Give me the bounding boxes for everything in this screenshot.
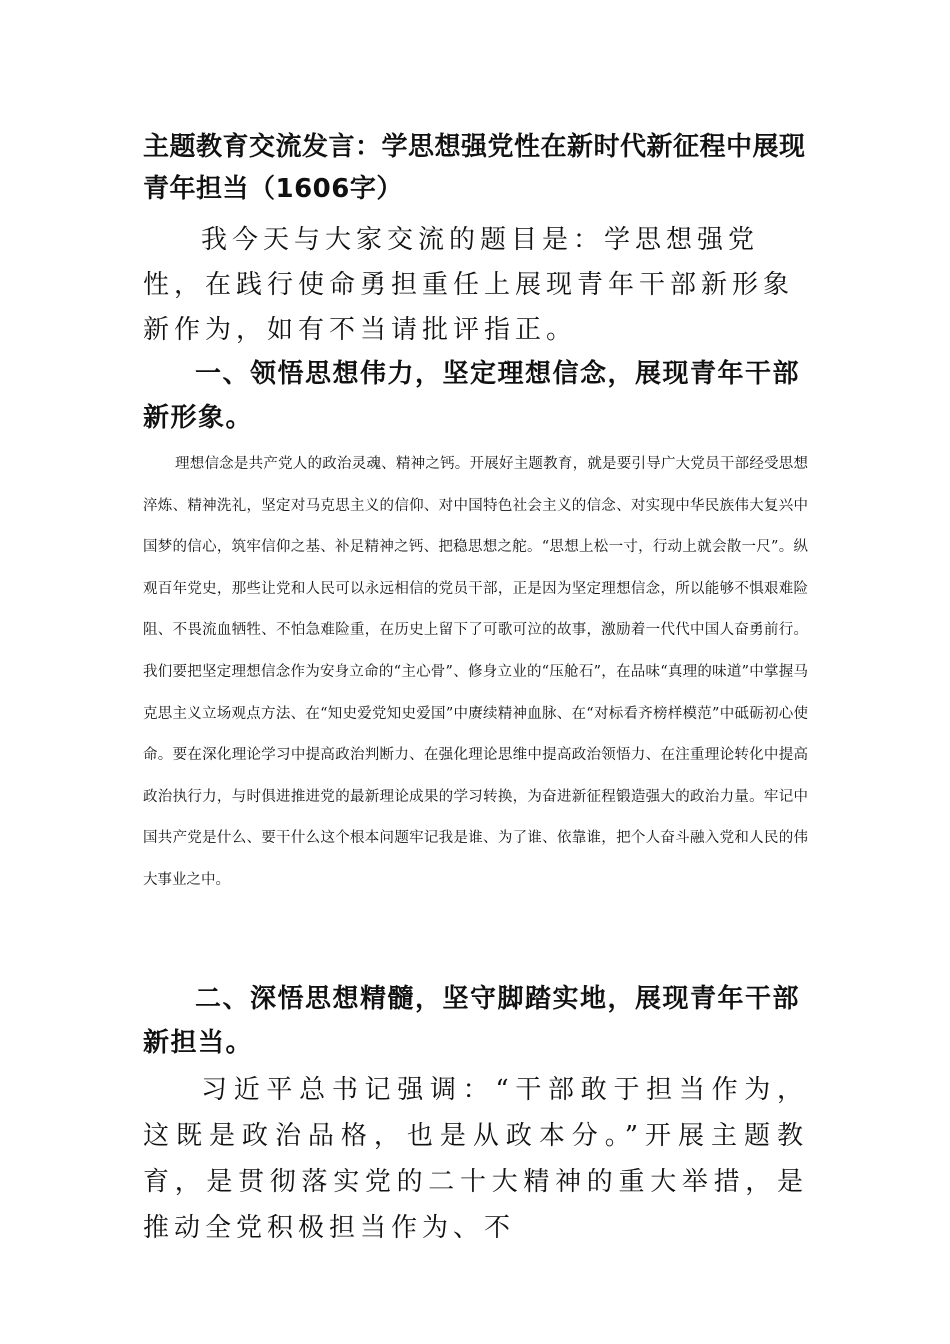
section-1-heading: 一、领悟思想伟力，坚定理想信念，展现青年干部新形象。 <box>143 359 801 433</box>
document-title: 主题教育交流发言：学思想强党性在新时代新征程中展现青年担当（1606字） <box>143 132 806 204</box>
section-1-body: 理想信念是共产党人的政治灵魂、精神之钙。开展好主题教育，就是要引导广大党员干部经受思想淬炼、精神洗礼，坚定对马克思主义的信仰、对中国特色社会主义的信念、对实现中华民族伟大复兴中国梦的信心，筑牢信仰之基、补足精神之钙、把稳思想之舵。“思想上松一寸，行动上就会散一尺”。纵观百年党史，那些让党和人民可以永远相信的党员干部，正是因为坚定理想信念，所以能够不惧艰难险阻、不畏流血牺牲、不怕急难险重，在历史上留下了可歌可泣的故事，激励着一代代中国人奋勇前行。我们要把坚定理想信念作为安身立命的“主心骨”、修身立业的“压舱石”，在品味“真理的味道”中掌握马克思主义立场观点方法、在“知史爱党知史爱国”中赓续精神血脉、在“对标看齐榜样模范”中砥砺初心使命。要在深化理论学习中提高政治判断力、在强化理论思维中提高政治领悟力、在注重理论转化中提高政治执行力，与时俱进推进党的最新理论成果的学习转换，为奋进新征程锻造强大的政治力量。牢记中国共产党是什么、要干什么这个根本问题牢记我是谁、为了谁、依靠谁，把个人奋斗融入党和人民的伟大事业之中。 <box>143 456 808 888</box>
intro-paragraph: 我今天与大家交流的题目是：学思想强党性，在践行使命勇担重任上展现青年干部新形象新作为，如有不当请批评指正。 <box>143 225 795 345</box>
section-2-body: 习近平总书记强调：“干部敢于担当作为，这既是政治品格，也是从政本分。”开展主题教育，是贯彻落实党的二十大精神的重大举措，是推动全党积极担当作为、不 <box>143 1075 808 1243</box>
section-2-heading: 二、深悟思想精髓，坚守脚踏实地，展现青年干部新担当。 <box>143 984 801 1058</box>
